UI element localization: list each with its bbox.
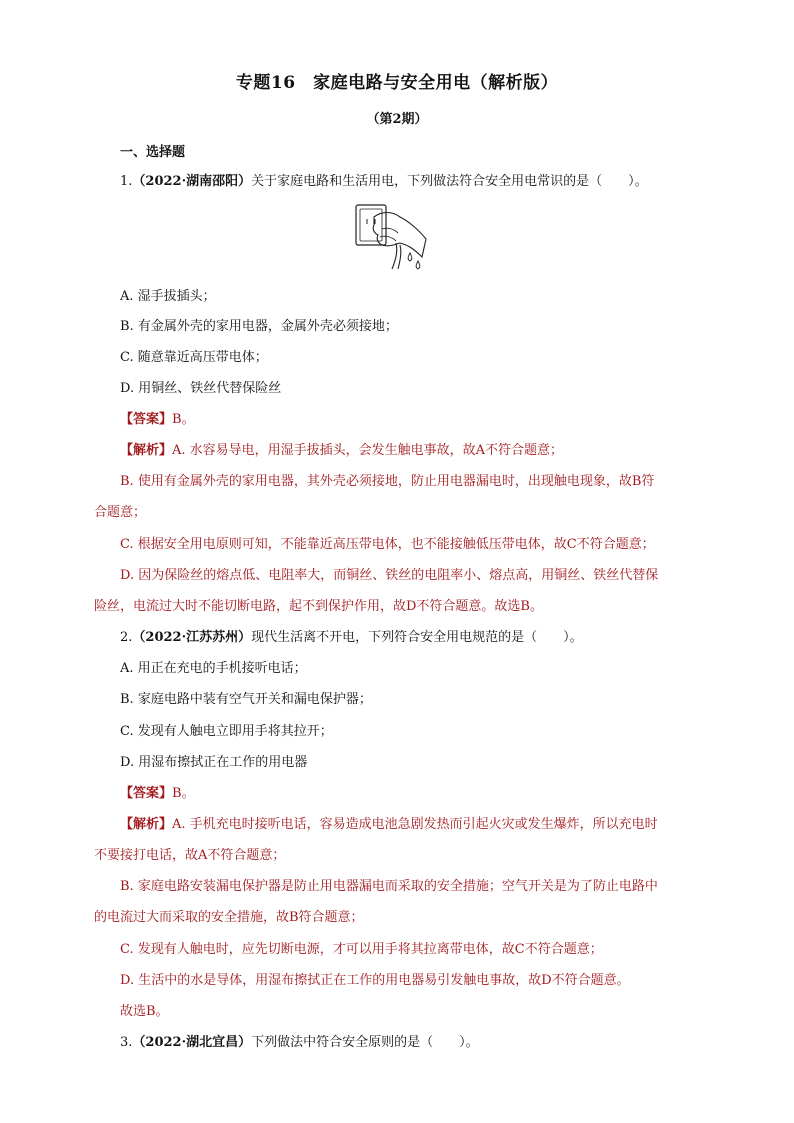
q2-analysis-line: 不要接打电话，故A不符合题意； <box>94 848 286 863</box>
question-text: 下列做法中符合安全原则的是（ ）。 <box>251 1035 479 1050</box>
q2-analysis-line <box>120 817 658 833</box>
q2-option-b: B. 家庭电路中装有空气开关和漏电保护器； <box>120 692 372 707</box>
q1-option-c: C. 随意靠近高压带电体； <box>120 350 268 365</box>
analysis-label: 【解析】 <box>120 817 173 832</box>
analysis-label: 【解析】 <box>120 443 173 458</box>
answer-label: 【答案】 <box>120 786 173 801</box>
document-title: 专题16 家庭电路与安全用电（解析版） <box>235 73 559 93</box>
q2-analysis-line: 的电流过大而采取的安全措施，故B符合题意； <box>94 910 364 925</box>
q1-analysis-line: 险丝，电流过大时不能切断电路，起不到保护作用，故D不符合题意。故选B。 <box>94 599 543 614</box>
q1-option-b: B. 有金属外壳的家用电器，金属外壳必须接地； <box>120 319 398 334</box>
q2-analysis-line: 故选B。 <box>120 1004 169 1019</box>
q1-option-d: D. 用铜丝、铁丝代替保险丝 <box>120 381 282 396</box>
q1-analysis-line: D. 因为保险丝的熔点低、电阻率大，而铜丝、铁丝的电阻率小、熔点高，用铜丝、铁丝代替保 <box>120 568 659 583</box>
question-3-stem <box>120 1035 479 1051</box>
question-1-stem <box>120 174 648 190</box>
q2-analysis-line: B. 家庭电路安装漏电保护器是防止用电器漏电而采取的安全措施；空气开关是为了防止电路中 <box>120 879 658 894</box>
q2-option-a: A. 用正在充电的手机接听电话； <box>120 661 307 676</box>
analysis-text: A. 水容易导电，用湿手拔插头，会发生触电事故，故A不符合题意； <box>172 443 564 458</box>
q2-option-c: C. 发现有人触电立即用手将其拉开； <box>120 724 333 739</box>
question-text: 关于家庭电路和生活用电，下列做法符合安全用电常识的是（ ）。 <box>251 174 648 189</box>
question-number: 3. <box>120 1035 133 1050</box>
wet-hand-plug-illustration <box>352 199 432 273</box>
section-heading: 一、选择题 <box>120 145 186 160</box>
q2-analysis-line: D. 生活中的水是导体，用湿布擦拭正在工作的用电器易引发触电事故，故D不符合题意。 <box>120 973 630 988</box>
question-source: （2022·湖北宜昌） <box>132 1035 252 1050</box>
question-text: 现代生活离不开电，下列符合安全用电规范的是（ ）。 <box>251 630 583 645</box>
question-source: （2022·湖南邵阳） <box>132 174 252 189</box>
answer-label: 【答案】 <box>120 412 173 427</box>
document-subtitle: （第2期） <box>366 112 428 127</box>
q2-answer <box>120 786 195 802</box>
analysis-text: A. 手机充电时接听电话，容易造成电池急剧发热而引起火灾或发生爆炸，所以充电时 <box>172 817 658 832</box>
q1-analysis-line <box>120 443 563 459</box>
answer-value: B。 <box>172 786 195 801</box>
q2-option-d: D. 用湿布擦拭正在工作的用电器 <box>120 755 308 770</box>
question-number: 2. <box>120 630 133 645</box>
question-number: 1. <box>120 174 133 189</box>
q2-analysis-line: C. 发现有人触电时，应先切断电源，才可以用手将其拉离带电体，故C不符合题意； <box>120 942 603 957</box>
q1-analysis-line: B. 使用有金属外壳的家用电器，其外壳必须接地，防止用电器漏电时，出现触电现象，故B符 <box>120 474 655 489</box>
question-source: （2022·江苏苏州） <box>132 630 252 645</box>
q1-answer <box>120 412 195 428</box>
answer-value: B。 <box>172 412 195 427</box>
q1-analysis-line: 合题意； <box>94 505 147 520</box>
q1-option-a: A. 湿手拔插头； <box>120 289 216 304</box>
question-2-stem <box>120 630 583 646</box>
q1-analysis-line: C. 根据安全用电原则可知，不能靠近高压带电体，也不能接触低压带电体，故C不符合题意； <box>120 537 655 552</box>
